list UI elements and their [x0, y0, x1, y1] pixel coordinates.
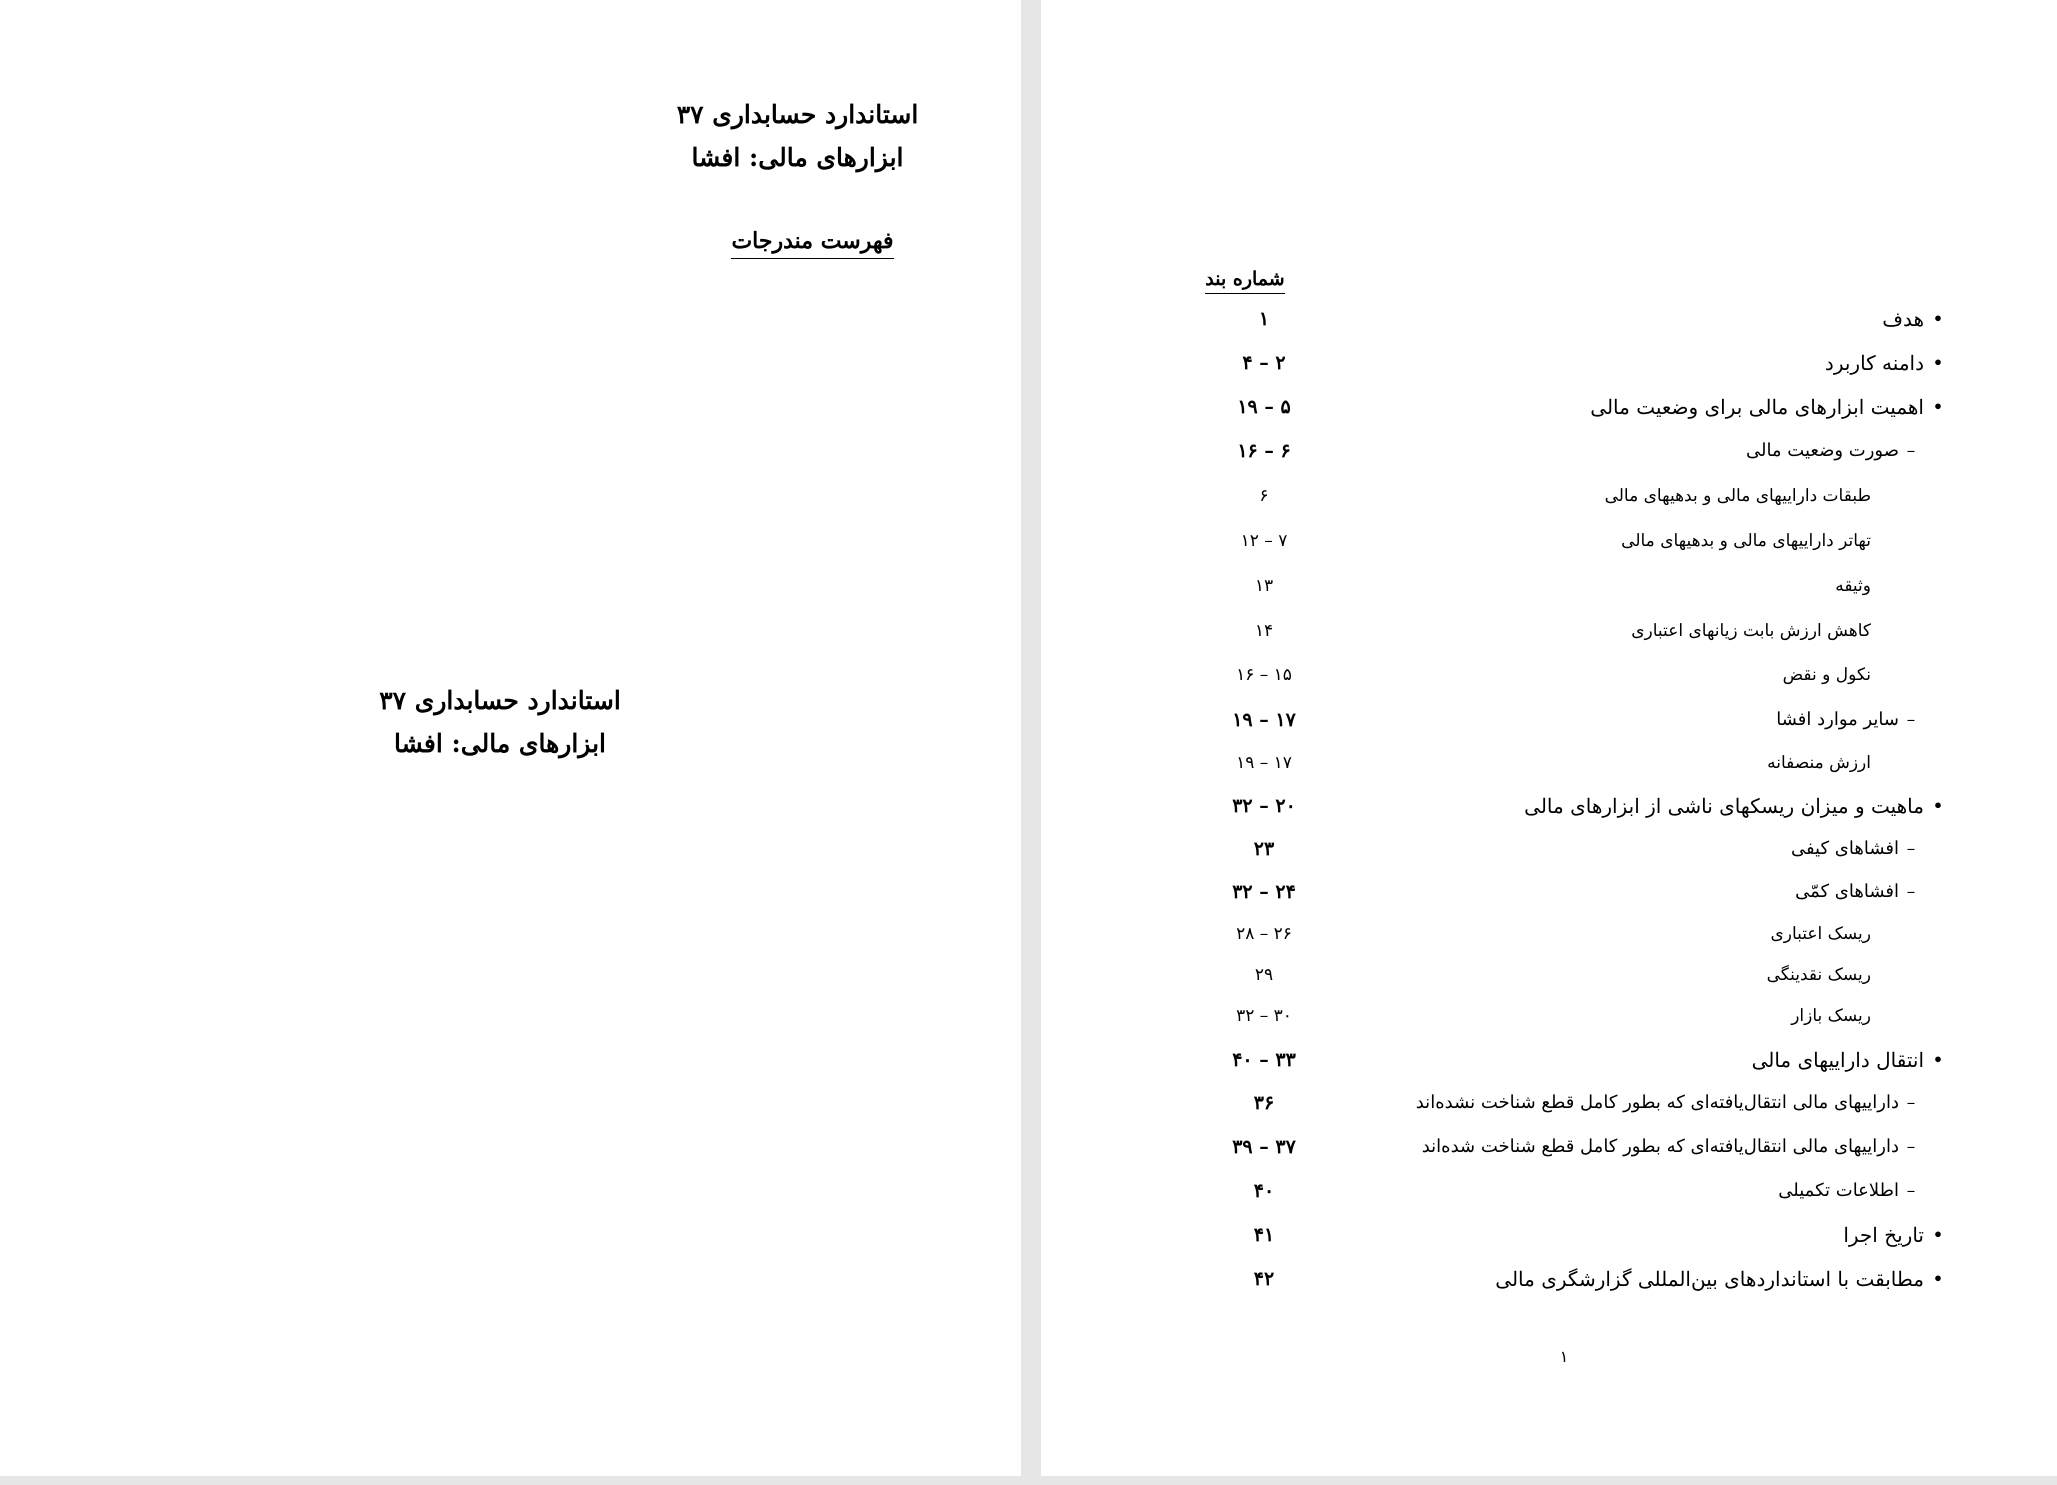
toc-entry	[1041, 660, 2057, 690]
bullet-icon: •	[1932, 1050, 1944, 1069]
toc-entry-title: کاهش ارزش بابت زیانهای اعتباری	[1631, 621, 1871, 641]
toc-entry-paragraph-number: ۲۴ – ۳۲	[1232, 881, 1296, 903]
toc-entry	[1041, 304, 2057, 334]
toc-entry-title: صورت وضعیت مالی	[1745, 440, 1899, 461]
toc-entry	[1041, 919, 2057, 949]
toc-entry	[1041, 1132, 2057, 1162]
toc-entry-title: انتقال داراییهای مالی	[1751, 1048, 1924, 1072]
dash-icon: –	[1906, 839, 1916, 859]
bullet-icon: •	[1932, 397, 1944, 416]
toc-entry-title: ریسک اعتباری	[1770, 924, 1871, 944]
toc-entry-paragraph-number: ۲۹	[1254, 965, 1274, 985]
dash-icon: –	[1906, 1137, 1916, 1157]
toc-entry-paragraph-number: ۱۷ – ۱۹	[1236, 753, 1292, 773]
toc-entry	[1041, 1045, 2057, 1075]
dash-icon: –	[1906, 1093, 1916, 1113]
contents-page	[1041, 0, 2057, 1476]
toc-entry	[1041, 834, 2057, 864]
toc-entry-paragraph-number: ۱۷ – ۱۹	[1232, 709, 1296, 731]
toc-entry	[1041, 877, 2057, 907]
toc-entry	[1041, 791, 2057, 821]
toc-entry-paragraph-number: ۳۶	[1253, 1092, 1275, 1114]
toc-entry	[1041, 481, 2057, 511]
document-title-line-2: ابزارهای مالی: افشا	[691, 143, 904, 172]
toc-entry	[1041, 348, 2057, 378]
toc-entry-title: ارزش منصفانه	[1767, 753, 1871, 773]
toc-entry-paragraph-number: ۲۳	[1253, 838, 1275, 860]
bullet-icon: •	[1932, 796, 1944, 815]
toc-entry	[1041, 571, 2057, 601]
toc-entry	[1041, 1088, 2057, 1118]
toc-entry-paragraph-number: ۲ – ۴	[1242, 352, 1286, 374]
dash-icon: –	[1906, 441, 1916, 461]
toc-entry-paragraph-number: ۴۰	[1253, 1180, 1275, 1202]
toc-entry-paragraph-number: ۵ – ۱۹	[1237, 396, 1291, 418]
toc-entry	[1041, 960, 2057, 990]
toc-entry	[1041, 616, 2057, 646]
toc-entry-paragraph-number: ۱۴	[1254, 621, 1274, 641]
toc-entry-title: تاریخ اجرا	[1843, 1223, 1924, 1247]
cover-title-line-2: ابزارهای مالی: افشا	[394, 729, 606, 758]
toc-entry-title: دامنه کاربرد	[1824, 351, 1924, 375]
toc-entry-paragraph-number: ۱۵ – ۱۶	[1236, 665, 1292, 685]
cover-title-line-1: استاندارد حسابداری ۳۷	[379, 686, 621, 715]
bullet-icon: •	[1932, 1269, 1944, 1288]
toc-entry	[1041, 1264, 2057, 1294]
toc-entry-title: ریسک نقدینگی	[1766, 965, 1871, 985]
dash-icon: –	[1906, 710, 1916, 730]
toc-entry-title: مطابقت با استانداردهای بین‌المللی گزارشگری مالی	[1495, 1267, 1924, 1291]
toc-entry	[1041, 436, 2057, 466]
toc-entry-paragraph-number: ۳۳ – ۴۰	[1232, 1049, 1296, 1071]
cover-page	[0, 0, 1021, 1476]
toc-heading	[0, 228, 1625, 254]
toc-entry-title: افشاهای کمّی	[1795, 881, 1899, 902]
toc-entry	[1041, 392, 2057, 422]
bullet-icon: •	[1932, 309, 1944, 328]
toc-entry-title: طبقات داراییهای مالی و بدهیهای مالی	[1604, 486, 1871, 506]
toc-entry-title: داراییهای مالی انتقال‌یافته‌ای که بطور کامل قطع شناخت شده‌اند	[1421, 1136, 1899, 1157]
toc-entry-paragraph-number: ۱	[1258, 308, 1270, 330]
toc-entry-paragraph-number: ۱۳	[1254, 576, 1274, 596]
page-number: ۱	[1559, 1347, 1569, 1366]
toc-entry-title: نکول و نقض	[1782, 665, 1871, 685]
toc-entry-paragraph-number: ۷ – ۱۲	[1240, 531, 1288, 551]
toc-entry-paragraph-number: ۲۰ – ۳۲	[1232, 795, 1296, 817]
paragraph-number-heading	[1203, 268, 1287, 290]
toc-entry-paragraph-number: ۲۶ – ۲۸	[1236, 924, 1292, 944]
toc-entry	[1041, 1220, 2057, 1250]
toc-entry-title: تهاتر داراییهای مالی و بدهیهای مالی	[1621, 531, 1871, 551]
toc-entry-title: داراییهای مالی انتقال‌یافته‌ای که بطور کامل قطع شناخت نشده‌اند	[1415, 1092, 1899, 1113]
toc-entry-paragraph-number: ۶	[1259, 486, 1269, 506]
toc-entry-title: اطلاعات تکمیلی	[1778, 1180, 1899, 1201]
toc-entry-paragraph-number: ۳۰ – ۳۲	[1236, 1006, 1292, 1026]
toc-entry-title: سایر موارد افشا	[1776, 709, 1899, 730]
toc-entry-title: هدف	[1882, 307, 1924, 331]
document-title-line-1: استاندارد حسابداری ۳۷	[676, 100, 919, 129]
toc-entry-title: وثیقه	[1835, 576, 1871, 596]
bullet-icon: •	[1932, 1225, 1944, 1244]
toc-entry-title: ریسک بازار	[1791, 1006, 1871, 1026]
paragraph-number-heading-text: شماره بند	[1205, 268, 1284, 294]
toc-entry	[1041, 1001, 2057, 1031]
toc-heading-text: فهرست مندرجات	[731, 228, 893, 259]
toc-entry	[1041, 526, 2057, 556]
toc-entry	[1041, 748, 2057, 778]
toc-entry-paragraph-number: ۶ – ۱۶	[1237, 440, 1291, 462]
toc-entry-paragraph-number: ۳۷ – ۳۹	[1232, 1136, 1296, 1158]
toc-entry-title: اهمیت ابزارهای مالی برای وضعیت مالی	[1590, 395, 1924, 419]
toc-entry	[1041, 1176, 2057, 1206]
toc-entry-paragraph-number: ۴۱	[1253, 1224, 1275, 1246]
toc-entry-paragraph-number: ۴۲	[1253, 1268, 1275, 1290]
toc-entry	[1041, 705, 2057, 735]
dash-icon: –	[1906, 1181, 1916, 1201]
dash-icon: –	[1906, 882, 1916, 902]
bullet-icon: •	[1932, 353, 1944, 372]
toc-entry-title: ماهیت و میزان ریسکهای ناشی از ابزارهای مالی	[1524, 794, 1924, 818]
toc-entry-title: افشاهای کیفی	[1790, 838, 1899, 859]
